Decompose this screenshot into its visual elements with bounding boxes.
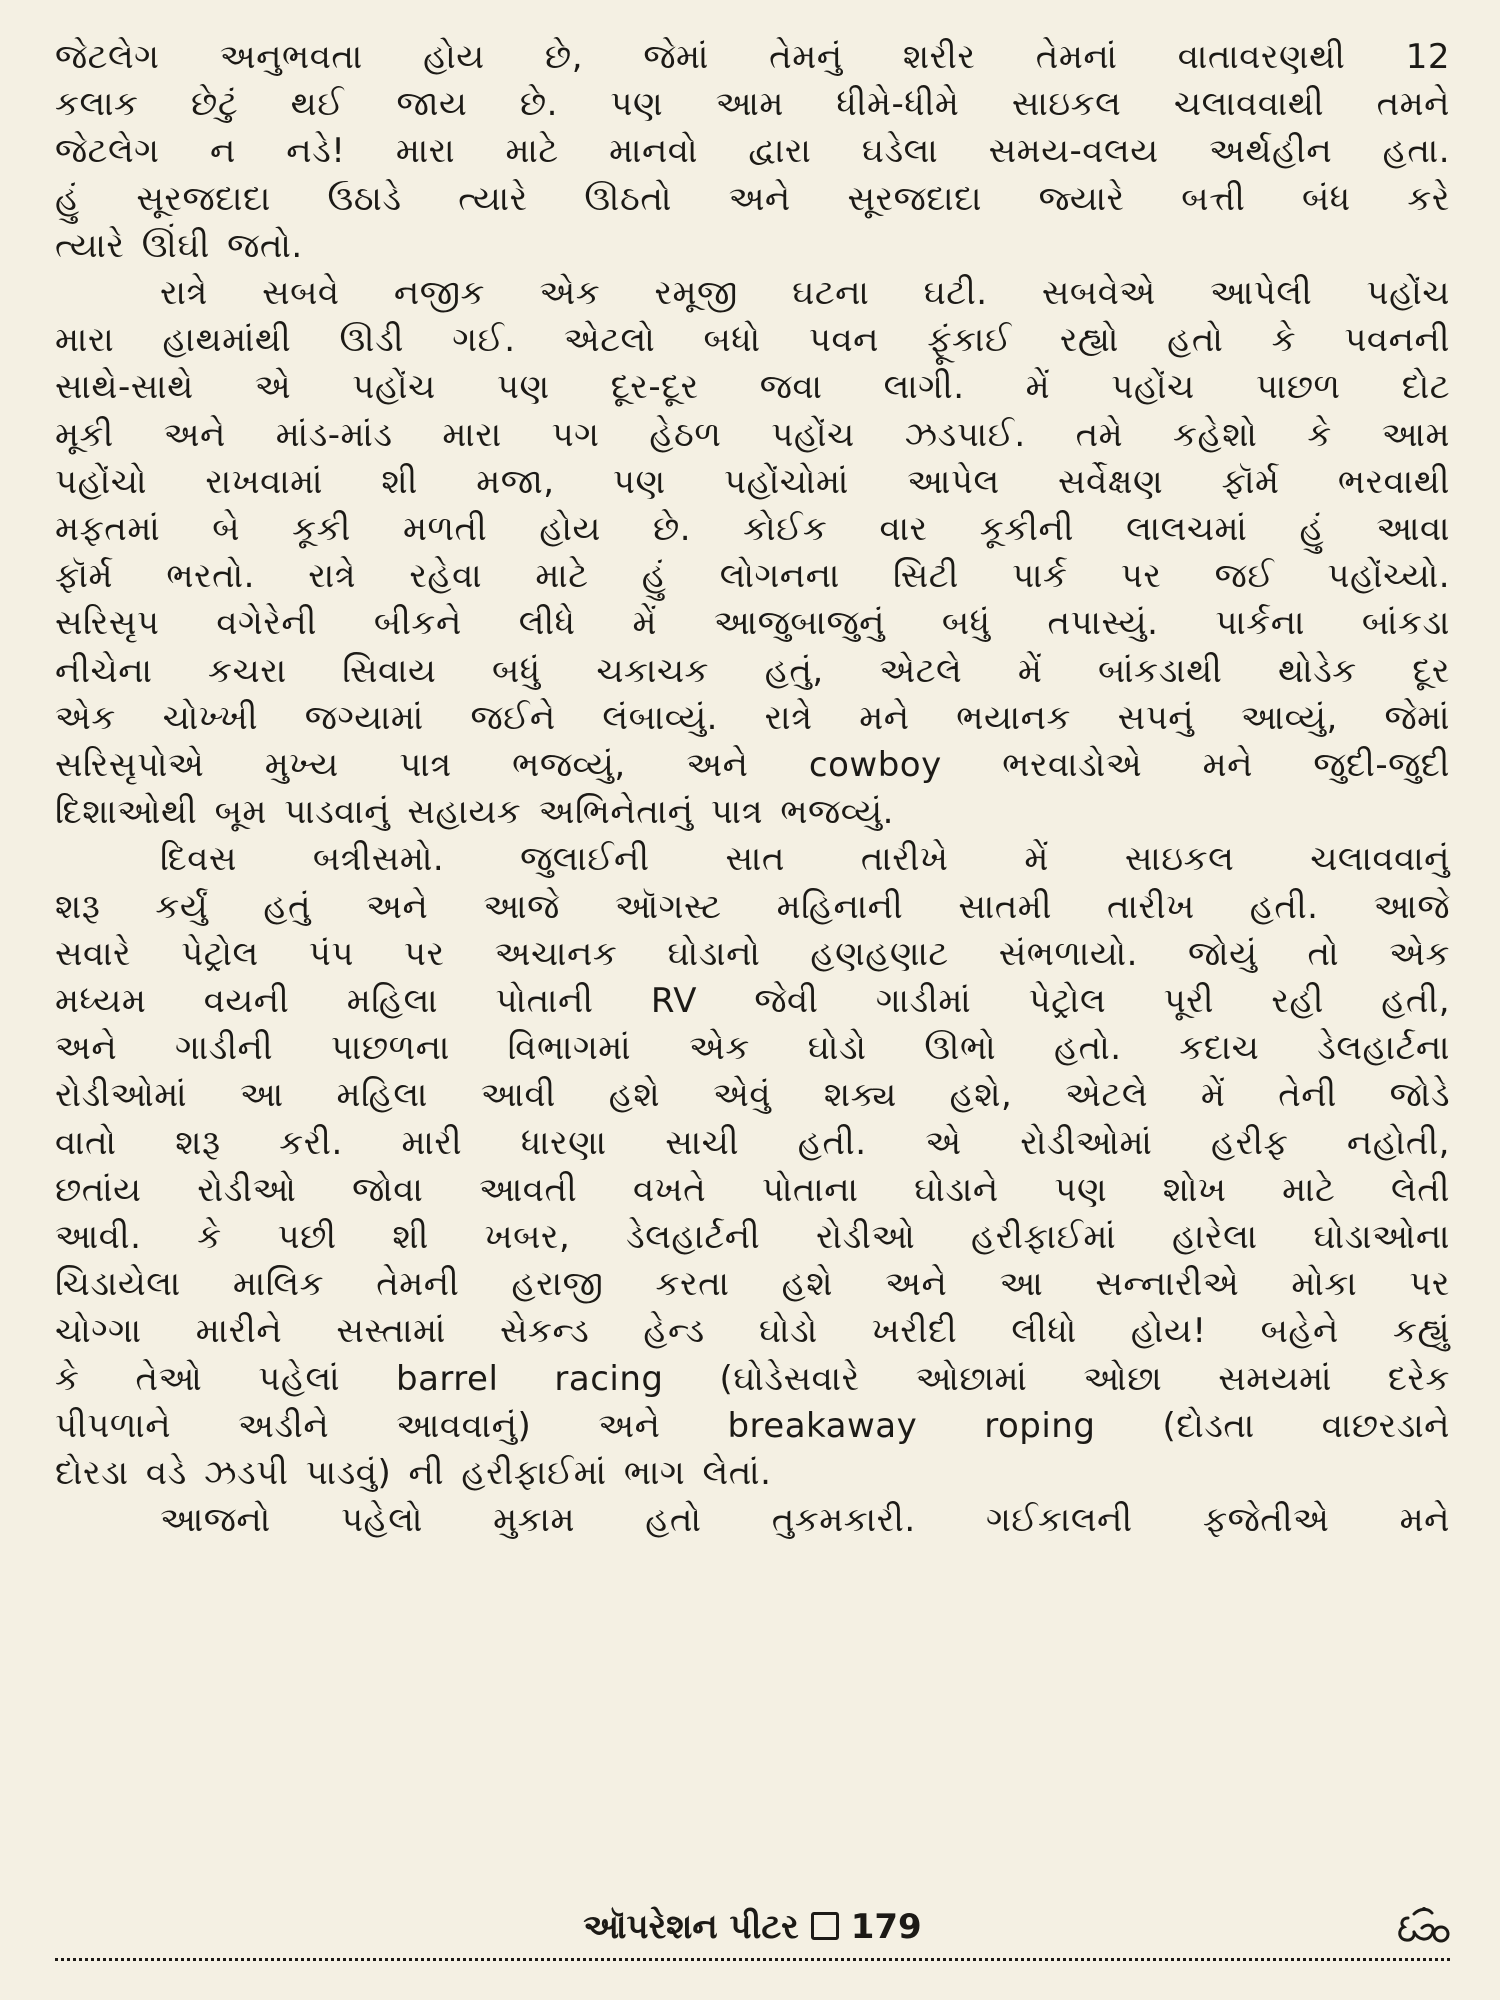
text-line: આવી. કે પછી શી ખબર, ડેલહાર્ટની રોડીઓ હરીફાઈમાં હારેલા ઘોડાઓના — [55, 1217, 1450, 1258]
text-line: જેટલેગ ન નડે! મારા માટે માનવો દ્વારા ઘડેલા સમય-વલય અર્થહીન હતા. — [55, 131, 1450, 172]
text-line: છતાંય રોડીઓ જોવા આવતી વખતે પોતાના ઘોડાને પણ શોખ માટે લેતી — [55, 1169, 1450, 1210]
text-line: ચોગ્ગા મારીને સસ્તામાં સેકન્ડ હેન્ડ ઘોડો ખરીદી લીધો હોય! બહેને કહ્યું — [55, 1311, 1450, 1352]
text-line: મૂકી અને માંડ-માંડ મારા પગ હેઠળ પહોંચ ઝડપાઈ. તમે કહેશો કે આમ — [55, 414, 1450, 455]
text-line: રોડીઓમાં આ મહિલા આવી હશે એવું શક્ય હશે, એટલે મેં તેની જોડે — [55, 1075, 1450, 1116]
text-line: પહોંચો રાખવામાં શી મજા, પણ પહોંચોમાં આપેલ સર્વેક્ષણ ફૉર્મ ભરવાથી — [55, 461, 1450, 502]
text-line: મધ્યમ વયની મહિલા પોતાની RV જેવી ગાડીમાં પેટ્રોલ પૂરી રહી હતી, — [55, 981, 1450, 1022]
page-footer — [55, 1902, 1450, 1966]
text-line: હું સૂરજદાદા ઉઠાડે ત્યારે ઊઠતો અને સૂરજદાદા જ્યારે બત્તી બંધ કરે — [55, 178, 1450, 219]
running-footer — [55, 1902, 1450, 1952]
text-line: મફતમાં બે કૂકી મળતી હોય છે. કોઈક વાર કૂકીની લાલચમાં હું આવા — [55, 509, 1450, 550]
text-line: સાથે-સાથે એ પહોંચ પણ દૂર-દૂર જવા લાગી. મેં પહોંચ પાછળ દોટ — [55, 367, 1450, 408]
paragraph — [55, 836, 1450, 1497]
paragraph — [55, 270, 1450, 836]
text-line: પીપળાને અડીને આવવાનું) અને breakaway roping (દોડતા વાછરડાને — [55, 1405, 1450, 1446]
text-line: દોરડા વડે ઝડપી પાડવું) ની હરીફાઈમાં ભાગ લેતાં. — [55, 1453, 772, 1494]
text-line: કલાક છેટું થઈ જાય છે. પણ આમ ધીમે-ધીમે સાઇકલ ચલાવવાથી તમને — [55, 84, 1450, 125]
text-line: આજનો પહેલો મુકામ હતો તુકમકારી. ગઈકાલની ફજેતીએ મને — [160, 1500, 1450, 1541]
text-line: નીચેના કચરા સિવાય બધું ચકાચક હતું, એટલે મેં બાંકડાથી થોડેક દૂર — [55, 650, 1450, 691]
square-separator-icon — [811, 1912, 839, 1940]
text-line: દિવસ બત્રીસમો. જુલાઈની સાત તારીખે મેં સાઇકલ ચલાવવાનું — [160, 839, 1450, 880]
body-text — [55, 34, 1450, 1545]
text-line: સરિસૃપ વગેરેની બીકને લીધે મેં આજુબાજુનું બધું તપાસ્યું. પાર્કના બાંકડા — [55, 603, 1450, 644]
text-line: એક ચોખ્ખી જગ્યામાં જઈને લંબાવ્યું. રાત્રે મને ભયાનક સપનું આવ્યું, જેમાં — [55, 697, 1450, 738]
text-line: ફૉર્મ ભરતો. રાત્રે રહેવા માટે હું લોગનના સિટી પાર્ક પર જઈ પહોંચ્યો. — [55, 556, 1450, 597]
page-number: 179 — [850, 1907, 922, 1947]
paragraph — [55, 1497, 1450, 1544]
paragraph — [55, 34, 1450, 270]
text-line: ચિડાયેલા માલિક તેમની હરાજી કરતા હશે અને આ સન્નારીએ મોકા પર — [55, 1264, 1450, 1305]
text-line: શરૂ કર્યું હતું અને આજે ઑગસ્ટ મહિનાની સાતમી તારીખ હતી. આજે — [55, 886, 1450, 927]
om-symbol-icon — [1394, 1906, 1450, 1950]
text-line: મારા હાથમાંથી ઊડી ગઈ. એટલો બધો પવન ફૂંકાઈ રહ્યો હતો કે પવનની — [55, 320, 1450, 361]
text-line: અને ગાડીની પાછળના વિભાગમાં એક ઘોડો ઊભો હતો. કદાચ ડેલહાર્ટના — [55, 1028, 1450, 1069]
text-line: કે તેઓ પહેલાં barrel racing (ઘોડેસવારે ઓછામાં ઓછા સમયમાં દરેક — [55, 1358, 1450, 1399]
text-line: રાત્રે સબવે નજીક એક રમૂજી ઘટના ઘટી. સબવેએ આપેલી પહોંચ — [160, 273, 1450, 314]
dotted-rule — [55, 1958, 1450, 1961]
text-line: ત્યારે ઊંઘી જતો. — [55, 225, 303, 266]
book-title: ઑપરેશન પીટર — [583, 1907, 799, 1947]
text-line: સવારે પેટ્રોલ પંપ પર અચાનક ઘોડાનો હણહણાટ સંભળાયો. જોયું તો એક — [55, 933, 1450, 974]
text-line: જેટલેગ અનુભવતા હોય છે, જેમાં તેમનું શરીર તેમનાં વાતાવરણથી 12 — [55, 37, 1450, 77]
text-line: દિશાઓથી બૂમ પાડવાનું સહાયક અભિનેતાનું પાત્ર ભજવ્યું. — [55, 792, 894, 833]
text-line: વાતો શરૂ કરી. મારી ધારણા સાચી હતી. એ રોડીઓમાં હરીફ નહોતી, — [55, 1122, 1450, 1163]
text-line: સરિસૃપોએ મુખ્ય પાત્ર ભજવ્યું, અને cowboy ભરવાડોએ મને જુદી-જુદી — [55, 745, 1450, 786]
